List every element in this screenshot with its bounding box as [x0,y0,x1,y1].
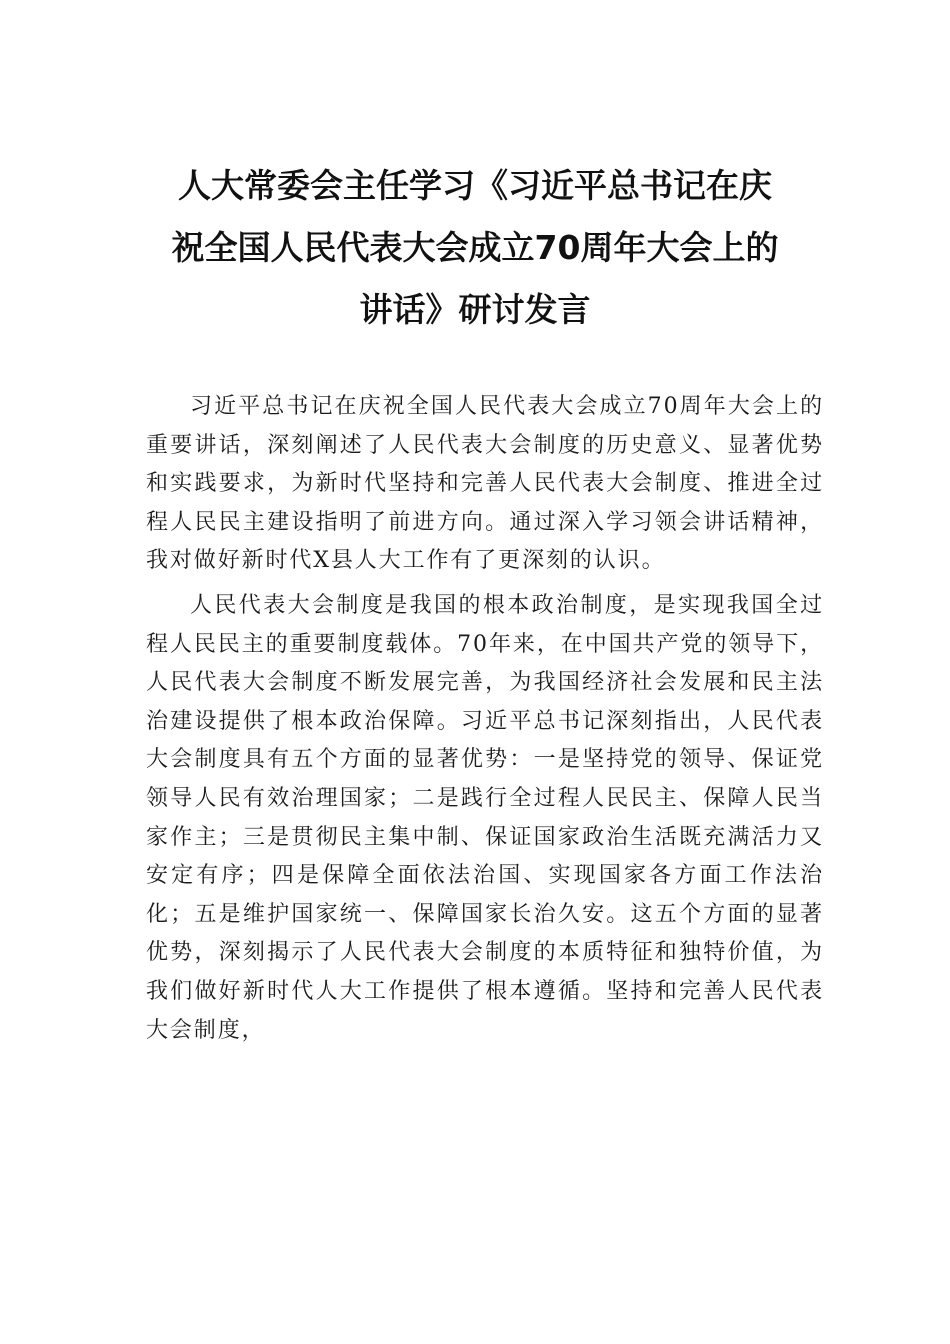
paragraph-1: 习近平总书记在庆祝全国人民代表大会成立70周年大会上的重要讲话，深刻阐述了人民代表大会制度的历史意义、显著优势和实践要求，为新时代坚持和完善人民代表大会制度、推进全过程人民民主建设指明了前进方向。通过深入学习领会讲话精神，我对做好新时代X县人大工作有了更深刻的认识。 [146,394,824,574]
document-title [140,155,810,341]
document-body [146,388,824,1056]
title-line-1: 人大常委会主任学习《习近平总书记在庆 [178,166,772,205]
title-line-3: 讲话》研讨发言 [359,290,591,329]
paragraph-2: 人民代表大会制度是我国的根本政治制度，是实现我国全过程人民民主的重要制度载体。70年来，在中国共产党的领导下，人民代表大会制度不断发展完善，为我国经济社会发展和民主法治建设提供了根本政治保障。习近平总书记深刻指出，人民代表大会制度具有五个方面的显著优势：一是坚持党的领导、保证党领导人民有效治理国家；二是践行全过程人民民主、保障人民当家作主；三是贯彻民主集中制、保证国家政治生活既充满活力又安定有序；四是保障全面依法治国、实现国家各方面工作法治化；五是维护国家统一、保障国家长治久安。这五个方面的显著优势，深刻揭示了人民代表大会制度的本质特征和独特价值，为我们做好新时代人大工作提供了根本遵循。坚持和完善人民代表大会制度， [146,592,824,1043]
title-line-2: 祝全国人民代表大会成立70周年大会上的 [171,228,779,267]
